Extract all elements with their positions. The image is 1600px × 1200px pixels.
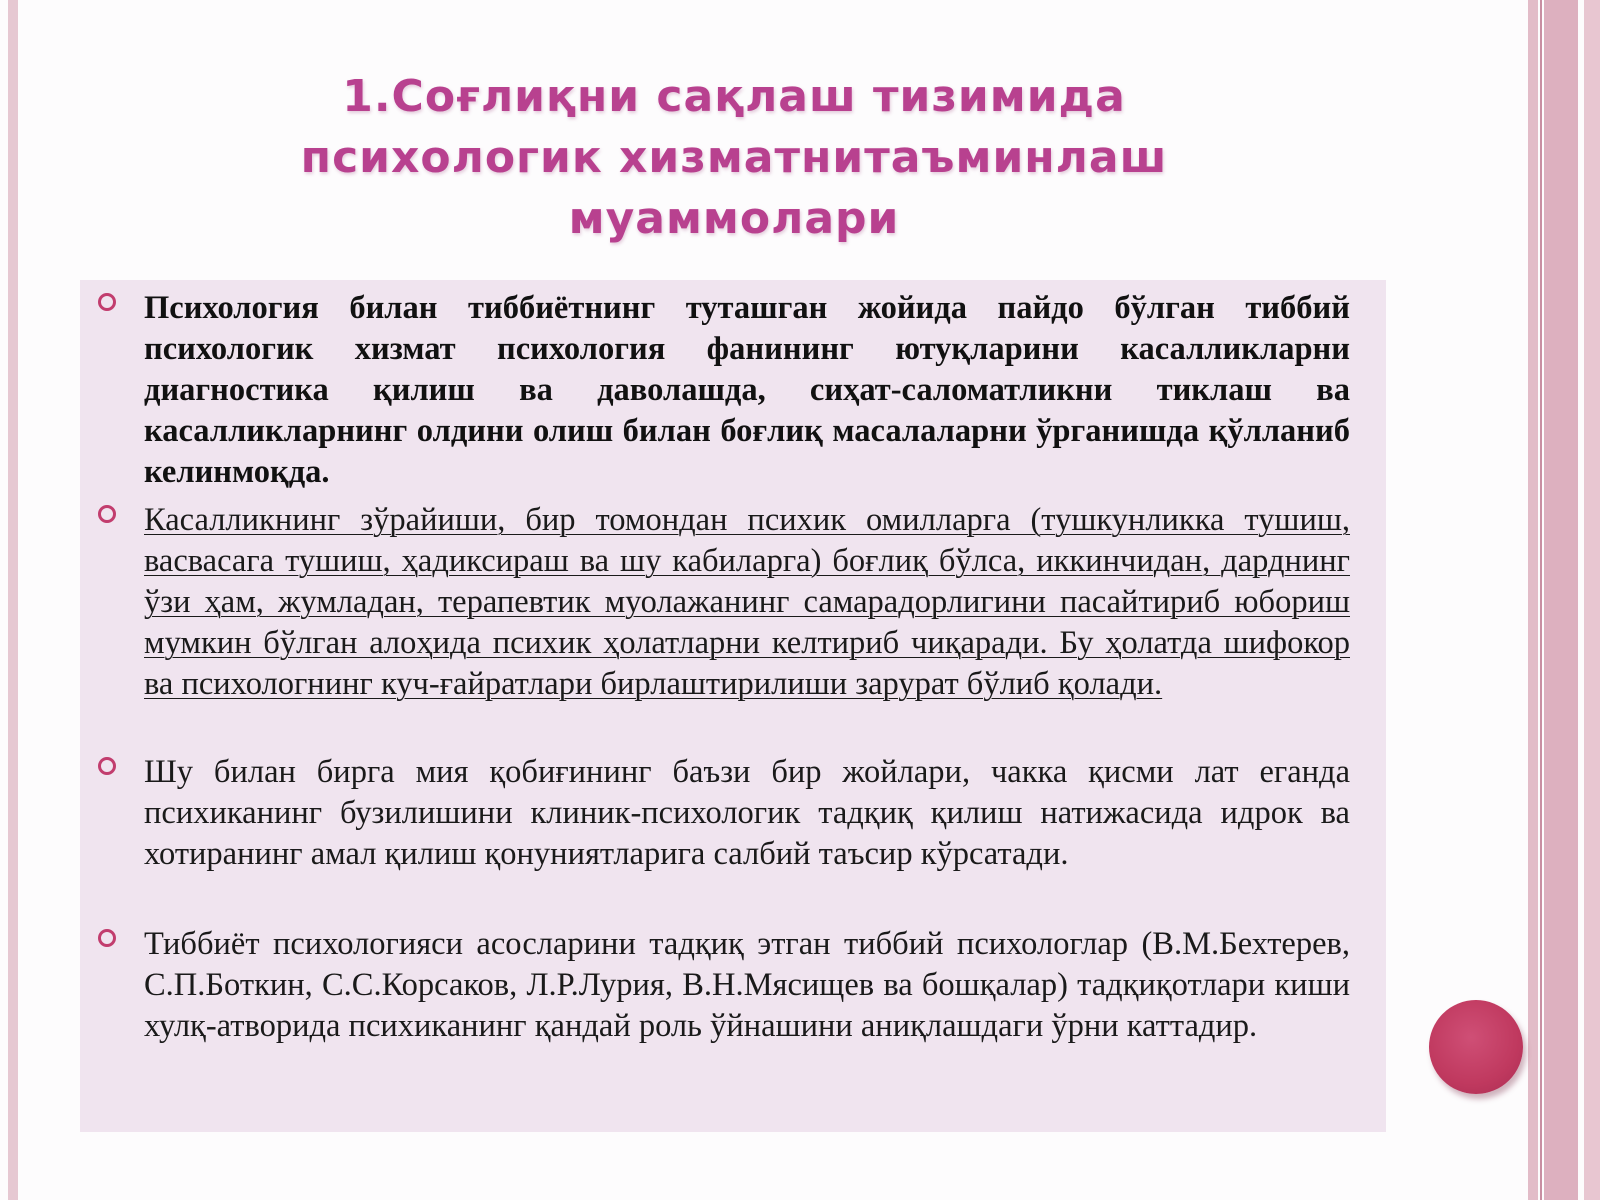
- slide-title-line-2: психологик хизматнитаъминлаш: [300, 132, 1168, 183]
- slide-title-line-1: 1.Соғлиқни сақлаш тизимида: [342, 71, 1126, 122]
- frame-stripe-right: [1528, 0, 1538, 1200]
- filled-circle-icon[interactable]: [1429, 1000, 1523, 1094]
- frame-stripe-right-line: [1540, 0, 1542, 1200]
- bullet-icon: [98, 929, 116, 947]
- bullet-icon: [98, 757, 116, 775]
- frame-stripe-left: [8, 0, 18, 1200]
- content-panel: [80, 280, 1386, 1132]
- slide-title-line-3: муаммолари: [568, 193, 900, 244]
- bullet-icon: [98, 293, 116, 311]
- bullet-icon: [98, 505, 116, 523]
- bullet-text-3: Шу билан бирга мия қобиғининг баъзи бир жойлари, чакка қисми лат еганда психиканинг бузилишини клиник-психологик тадқиқ қилиш натижасида идрок ва хотиранинг амал қилиш қонуниятларига салбий таъсир кўрсатади.: [144, 754, 1350, 872]
- bullet-text-4: Тиббиёт психологияси асосларини тадқиқ этган тиббий психологлар (В.М.Бехтерев, С.П.Боткин, С.С.Корсаков, Л.Р.Лурия, В.Н.Мясищев ва бошқалар) тадқиқотлари киши хулқ-атворида психиканинг қандай роль ўйнашини аниқлашдаги ўрни каттадир.: [144, 926, 1350, 1044]
- frame-stripe-right-wide: [1544, 0, 1578, 1200]
- bullet-text-1: Психология билан тиббиётнинг туташган жойида пайдо бўлган тиббий психологик хизмат психология фанининг ютуқларини касалликларни диагностика қилиш ва даволашда, сиҳат-саломатликни тиклаш ва касалликларнинг олдини олиш билан боғлиқ масалаларни ўрганишда қўлланиб келинмоқда.: [144, 290, 1350, 490]
- frame-stripe-right-edge: [1584, 0, 1600, 1200]
- bullet-text-2: Касалликнинг зўрайиши, бир томондан психик омилларга (тушкунликка тушиш, васвасага тушиш, ҳадиксираш ва шу кабиларга) боғлиқ бўлса, иккинчидан, дарднинг ўзи ҳам, жумладан, терапевтик муолажанинг самарадорлигини пасайтириб юбориш мумкин бўлган алоҳида психик ҳолатларни келтириб чиқаради. Бу ҳолатда шифокор ва психологнинг куч-ғайратлари бирлаштирилиши зарурат бўлиб қолади.: [144, 502, 1350, 702]
- slide-title: [160, 66, 1308, 249]
